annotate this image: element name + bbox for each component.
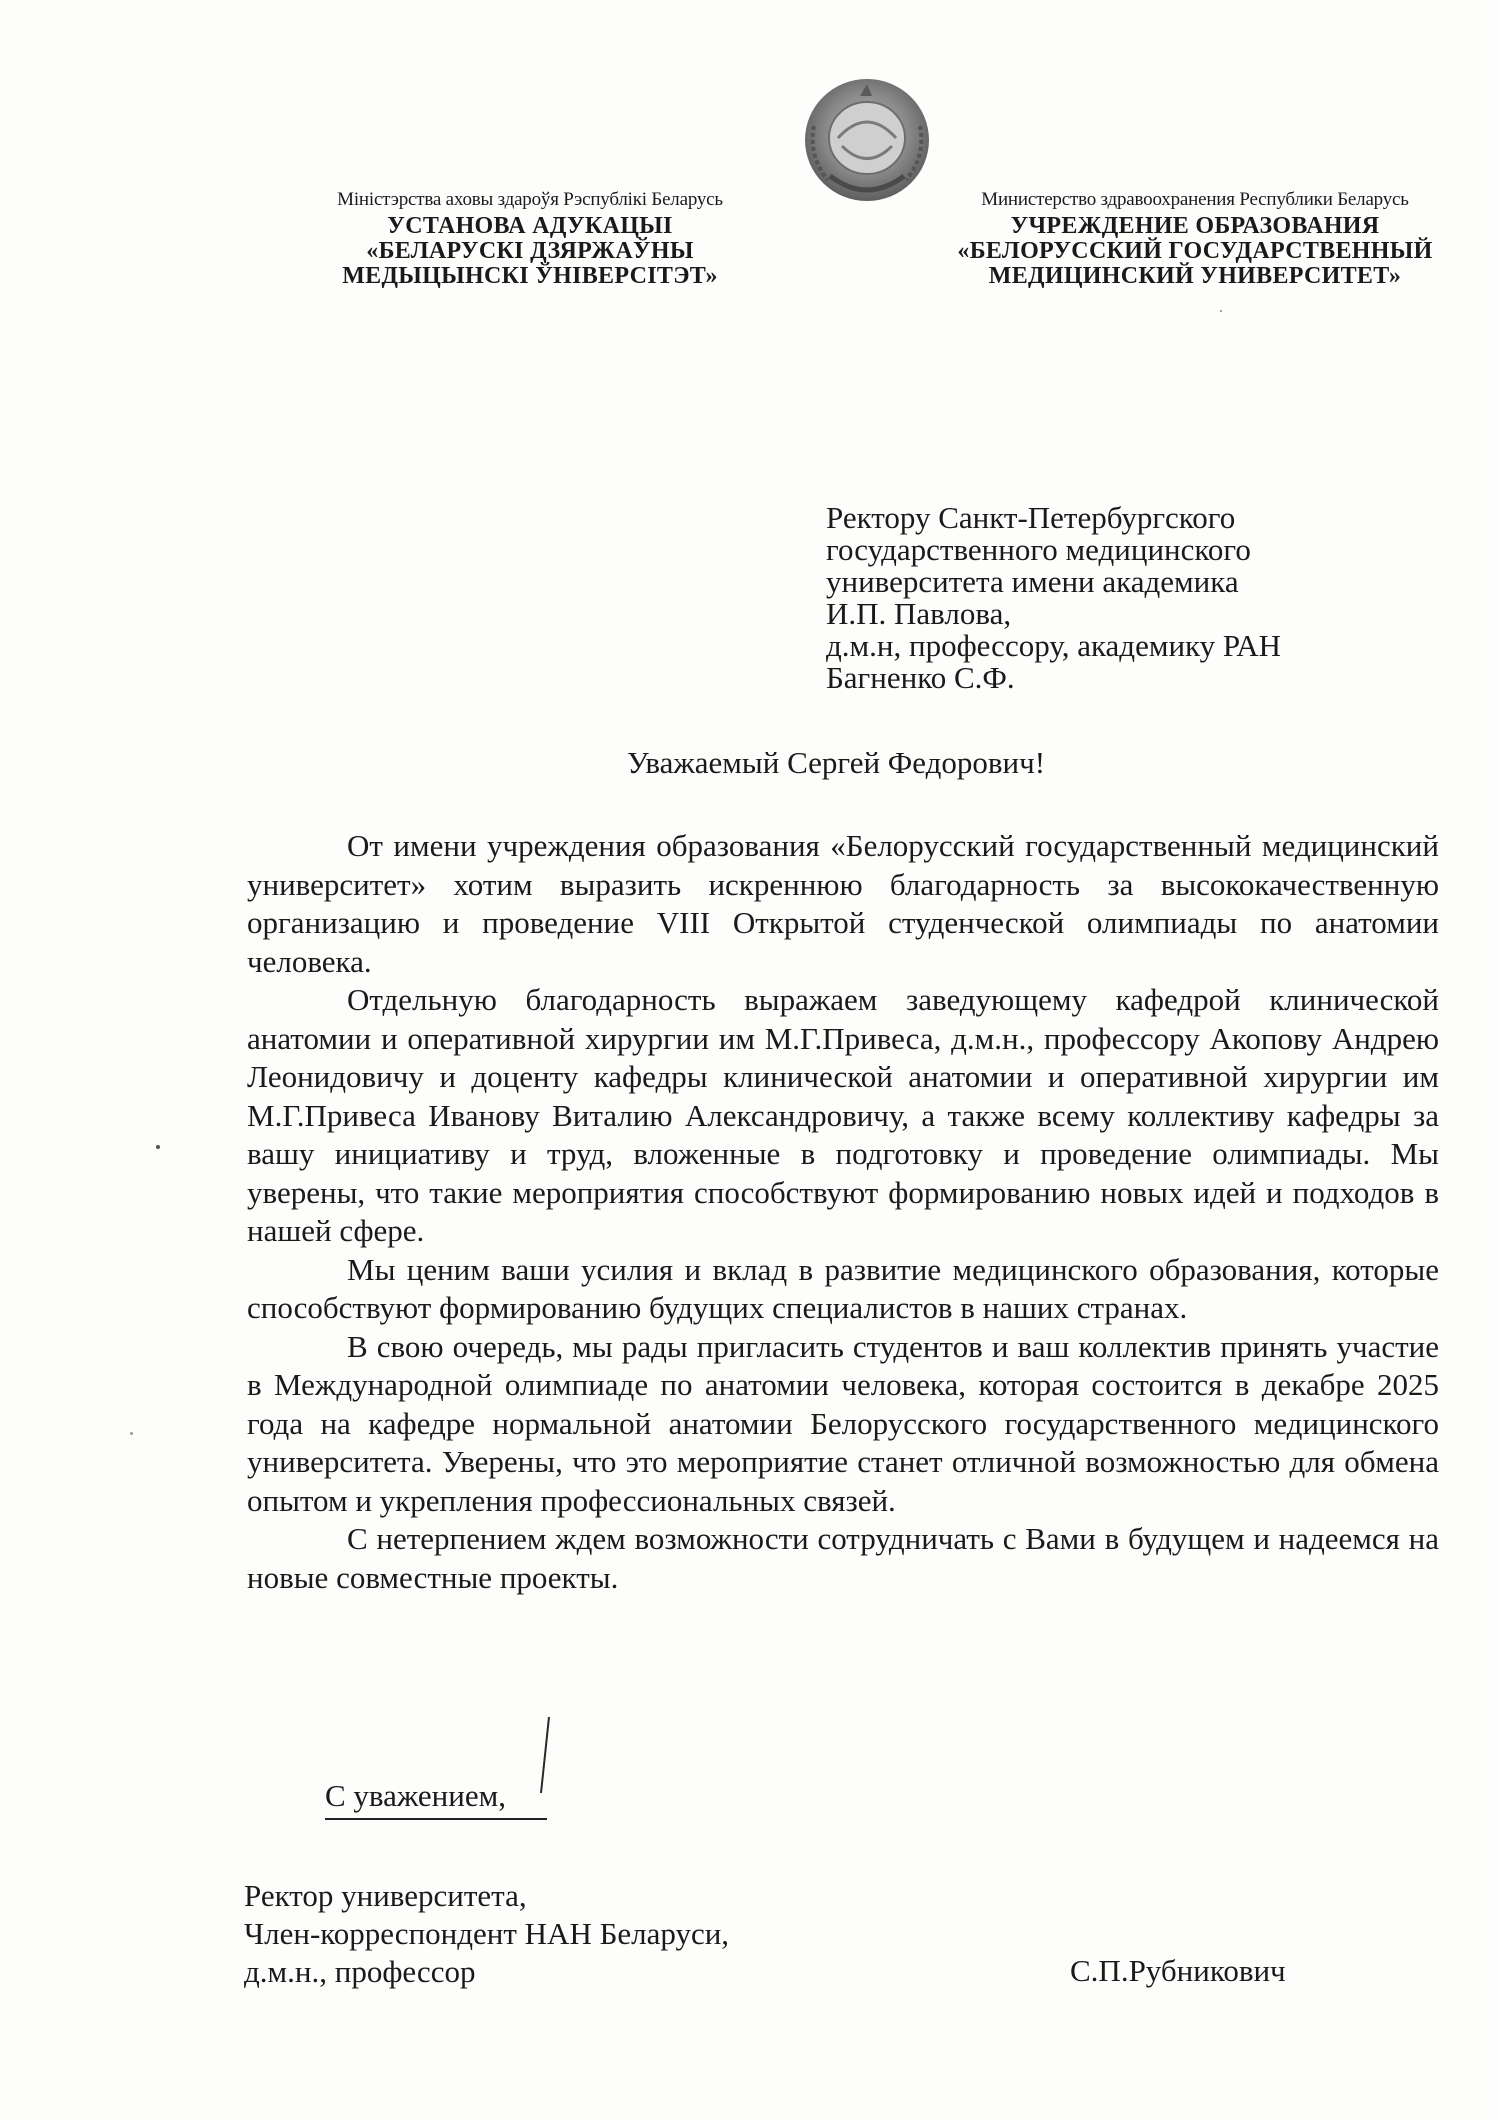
- salutation-text: Уважаемый Сергей Федорович!: [626, 745, 1046, 780]
- signer-title-line: Член-корреспондент НАН Беларуси,: [244, 1916, 730, 1951]
- institution-line: «БЕЛОРУССКИЙ ГОСУДАРСТВЕННЫЙ: [957, 237, 1433, 264]
- addressee-line: государственного медицинского: [826, 532, 1251, 567]
- letterhead-right: [935, 190, 1455, 289]
- closing: С уважением,: [325, 1778, 547, 1820]
- scan-speck: [156, 1145, 160, 1149]
- scan-speck: [130, 1432, 133, 1435]
- institution-line: МЕДИЦИНСКИЙ УНИВЕРСИТЕТ»: [988, 262, 1402, 289]
- body-paragraph: Мы ценим ваши усилия и вклад в развитие медицинского образования, которые способствуют формированию будущих специалистов в наших странах.: [247, 1251, 1439, 1325]
- ministry-name-be: Міністэрства аховы здароўя Рэспублікі Беларусь: [337, 189, 723, 210]
- institution-line: МЕДЫЦЫНСКІ ЎНІВЕРСІТЭТ»: [342, 262, 718, 289]
- signer-title-line: д.м.н., профессор: [244, 1954, 476, 1989]
- institution-line: «БЕЛАРУСКІ ДЗЯРЖАЎНЫ: [366, 237, 694, 264]
- addressee-line: д.м.н, профессору, академику РАН: [826, 628, 1281, 663]
- scan-speck: [1220, 310, 1222, 312]
- addressee-block: [826, 502, 1426, 694]
- body-paragraph: В свою очередь, мы рады пригласить студентов и ваш коллектив принять участие в Международной олимпиаде по анатомии человека, которая состоится в декабре 2025 года на кафедре нормальной анатомии Белорусского государственного медицинского университета. Уверены, что это мероприятие станет отличной возможностью для обмена опытом и укрепления профессиональных связей.: [247, 1328, 1439, 1518]
- addressee-line: Багненко С.Ф.: [826, 660, 1015, 695]
- signer-title-line: Ректор университета,: [244, 1878, 527, 1913]
- body-paragraph: От имени учреждения образования «Белорусский государственный медицинский университет» хотим выразить искреннюю благодарность за высококачественную организацию и проведение VIII Открытой студенческой олимпиады по анатомии человека.: [247, 828, 1439, 979]
- salutation: [0, 745, 1500, 781]
- body-paragraph: С нетерпением ждем возможности сотрудничать с Вами в будущем и надеемся на новые совместные проекты.: [247, 1521, 1439, 1595]
- ministry-name-ru: Министерство здравоохранения Республики Беларусь: [981, 189, 1409, 210]
- institution-line: УСТАНОВА АДУКАЦЫІ: [387, 212, 673, 239]
- letter-body: [247, 827, 1439, 1597]
- body-paragraph: Отдельную благодарность выражаем заведующему кафедрой клинической анатомии и оперативной хирургии им М.Г.Привеса, д.м.н., профессору Акопову Андрею Леонидовичу и доценту кафедры клинической анатомии и оперативной хирургии им М.Г.Привеса Иванову Виталию Александровичу, а также всему коллективу кафедры за вашу инициативу и труд, вложенные в подготовку и проведение олимпиады. Мы уверены, что такие мероприятия способствуют формированию новых идей и подходов в нашей сфере.: [247, 982, 1439, 1248]
- addressee-line: И.П. Павлова,: [826, 596, 1012, 631]
- institution-line: УЧРЕЖДЕНИЕ ОБРАЗОВАНИЯ: [1010, 212, 1380, 239]
- signer-name: С.П.Рубникович: [1070, 1953, 1286, 1988]
- addressee-line: Ректору Санкт-Петербургского: [826, 500, 1236, 535]
- addressee-line: университета имени академика: [826, 564, 1239, 599]
- signer-block: [244, 1877, 729, 1991]
- state-emblem-icon: [800, 76, 934, 204]
- letterhead-left: [290, 190, 770, 289]
